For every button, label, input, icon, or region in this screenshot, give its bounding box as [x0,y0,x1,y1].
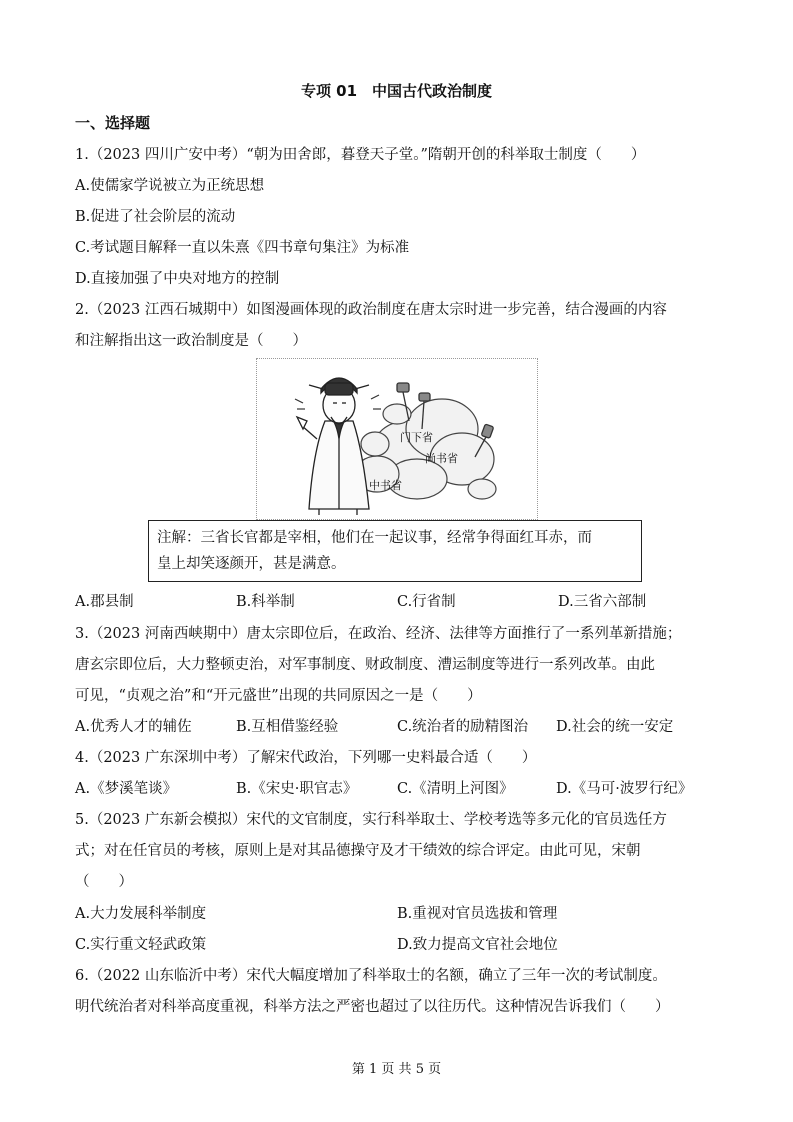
q2-option-a: A.郡县制 [75,594,134,610]
q2-option-b: B.科举制 [236,594,295,610]
annotation-line1: 注解：三省长官都是宰相，他们在一起议事，经常争得面红耳赤，而 [157,530,592,546]
q2-option-c: C.行省制 [397,594,456,610]
q1-option-a: A.使儒家学说被立为正统思想 [75,178,265,194]
q5-option-b: B.重视对官员选拔和管理 [397,906,558,922]
q3-option-b: B.互相借鉴经验 [236,719,339,735]
q1-option-b: B.促进了社会阶层的流动 [75,209,236,225]
q2-stem-line1: 2.（2023 江西石城期中）如图漫画体现的政治制度在唐太宗时进一步完善，结合漫画的内容 [75,302,667,318]
emperor-cartoon-illustration [257,359,537,519]
q1-option-d: D.直接加强了中央对地方的控制 [75,271,280,287]
q4-stem: 4.（2023 广东深圳中考）了解宋代政治，下列哪一史料最合适（ ） [75,750,537,766]
q1-stem: 1.（2023 四川广安中考）“朝为田舍郎，暮登天子堂。”隋朝开创的科举取士制度（ ） [75,147,646,163]
q3-stem-line3: 可见，“贞观之治”和“开元盛世”出现的共同原因之一是（ ） [75,688,482,704]
q2-option-d: D.三省六部制 [558,594,647,610]
q5-option-c: C.实行重文轻武政策 [75,937,207,953]
page-title: 专项 01 中国古代政治制度 [300,82,493,100]
q1-option-c: C.考试题目解释一直以朱熹《四书章句集注》为标准 [75,240,410,256]
q3-option-c: C.统治者的励精图治 [397,719,529,735]
page-footer: 第 1 页 共 5 页 [351,1062,442,1077]
label-zhongshu: 中书省 [369,479,402,492]
q6-stem-line1: 6.（2022 山东临沂中考）宋代大幅度增加了科举取士的名额，确立了三年一次的考试制度。 [75,968,667,984]
q3-stem-line2: 唐玄宗即位后，大力整顿吏治，对军事制度、财政制度、漕运制度等进行一系列改革。由此 [75,657,655,673]
annotation-line2: 皇上却笑逐颜开，甚是满意。 [157,556,346,572]
q4-option-c: C.《清明上河图》 [397,781,514,797]
cartoon-figure [256,358,538,520]
q4-option-a: A.《梦溪笔谈》 [75,781,178,797]
label-shangshu: 尚书省 [425,452,458,465]
q5-stem-line3: （ ） [75,874,133,890]
q4-option-b: B.《宋史·职官志》 [236,781,358,797]
q4-option-d: D.《马可·波罗行纪》 [556,781,693,797]
q3-option-d: D.社会的统一安定 [556,719,674,735]
annotation-box [148,520,642,582]
q6-stem-line2: 明代统治者对科举高度重视，科举方法之严密也超过了以往历代。这种情况告诉我们（ ） [75,999,670,1015]
q2-stem-line2: 和注解指出这一政治制度是（ ） [75,333,307,349]
q3-option-a: A.优秀人才的辅佐 [75,719,192,735]
section-heading: 一、选择题 [75,114,151,132]
q5-option-d: D.致力提高文官社会地位 [397,937,558,953]
q5-stem-line1: 5.（2023 广东新会模拟）宋代的文官制度，实行科举取士、学校考选等多元化的官员选任方 [75,812,667,828]
q5-stem-line2: 式；对在任官员的考核，原则上是对其品德操守及才干绩效的综合评定。由此可见，宋朝 [75,843,641,859]
q3-stem-line1: 3.（2023 河南西峡期中）唐太宗即位后，在政治、经济、法律等方面推行了一系列革新措施； [75,626,682,642]
q5-option-a: A.大力发展科举制度 [75,906,207,922]
label-menxia: 门下省 [400,431,433,444]
